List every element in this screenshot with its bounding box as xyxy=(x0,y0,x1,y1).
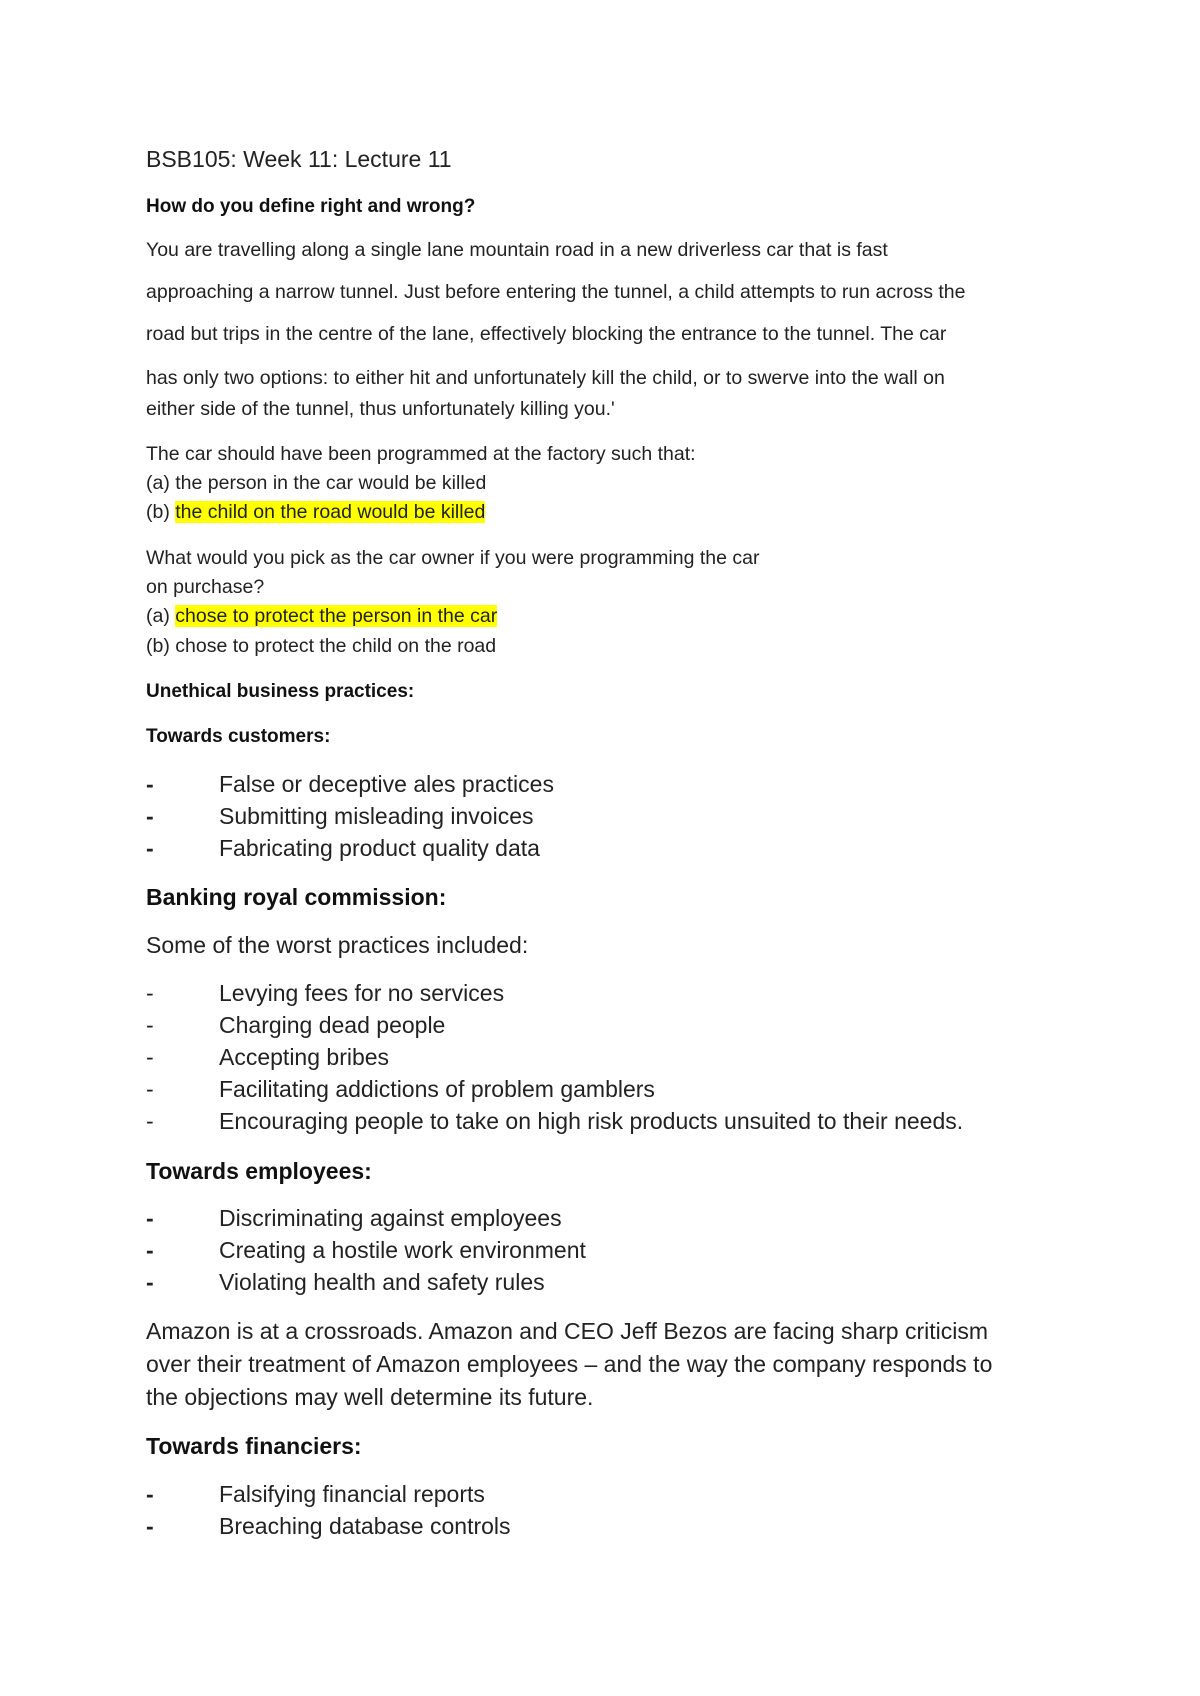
list-item-text: False or deceptive ales practices xyxy=(219,771,554,797)
bullet-dash: - xyxy=(146,803,154,829)
list-item-text: Submitting misleading invoices xyxy=(219,803,534,829)
amazon-paragraph-line: Amazon is at a crossroads. Amazon and CEO Jeff Bezos are facing sharp criticism xyxy=(146,1318,988,1344)
factory-option-b xyxy=(146,501,485,524)
document-title: BSB105: Week 11: Lecture 11 xyxy=(146,146,452,172)
bullet-dash: - xyxy=(146,1237,154,1263)
list-item-text: Charging dead people xyxy=(219,1012,446,1038)
list-item-text: Creating a hostile work environment xyxy=(219,1237,586,1263)
banking-heading: Banking royal commission: xyxy=(146,884,447,910)
factory-intro: The car should have been programmed at the factory such that: xyxy=(146,443,696,465)
list-item-text: Discriminating against employees xyxy=(219,1205,562,1231)
list-item-text: Violating health and safety rules xyxy=(219,1269,545,1295)
bullet-dash: - xyxy=(146,1269,154,1295)
customers-heading: Towards customers: xyxy=(146,726,331,747)
question-heading: How do you define right and wrong? xyxy=(146,196,476,217)
bullet-dash: - xyxy=(146,1108,154,1134)
scenario-line: You are travelling along a single lane mountain road in a new driverless car that is fast xyxy=(146,239,888,261)
owner-question-cont: on purchase? xyxy=(146,576,265,598)
option-prefix: (a) xyxy=(146,605,176,627)
highlighted-answer: the child on the road would be killed xyxy=(175,501,486,523)
list-item-text: Levying fees for no services xyxy=(219,980,505,1006)
highlighted-answer: chose to protect the person in the car xyxy=(175,605,498,627)
list-item-text: Accepting bribes xyxy=(219,1044,390,1070)
list-item-text: Falsifying financial reports xyxy=(219,1481,485,1507)
owner-question: What would you pick as the car owner if you were programming the car xyxy=(146,547,760,569)
unethical-heading: Unethical business practices: xyxy=(146,681,415,702)
employees-heading: Towards employees: xyxy=(146,1158,372,1184)
bullet-dash: - xyxy=(146,771,154,797)
bullet-dash: - xyxy=(146,1076,154,1102)
bullet-dash: - xyxy=(146,1205,154,1231)
option-prefix: (b) xyxy=(146,501,176,523)
scenario-line: road but trips in the centre of the lane, effectively blocking the entrance to the tunnel. The car xyxy=(146,323,947,345)
bullet-dash: - xyxy=(146,1481,154,1507)
list-item-text: Facilitating addictions of problem gamblers xyxy=(219,1076,655,1102)
scenario-line: approaching a narrow tunnel. Just before entering the tunnel, a child attempts to run across the xyxy=(146,281,966,303)
bullet-dash: - xyxy=(146,835,154,861)
factory-option-a: (a) the person in the car would be killed xyxy=(146,472,487,494)
financiers-heading: Towards financiers: xyxy=(146,1433,362,1459)
amazon-paragraph-line: over their treatment of Amazon employees – and the way the company responds to xyxy=(146,1351,993,1377)
owner-option-a xyxy=(146,605,497,628)
scenario-line: has only two options: to either hit and unfortunately kill the child, or to swerve into the wall on xyxy=(146,367,945,389)
bullet-dash: - xyxy=(146,980,154,1006)
scenario-line: either side of the tunnel, thus unfortunately killing you.' xyxy=(146,398,615,420)
list-item-text: Fabricating product quality data xyxy=(219,835,540,861)
bullet-dash: - xyxy=(146,1012,154,1038)
list-item-text: Breaching database controls xyxy=(219,1513,511,1539)
owner-option-b: (b) chose to protect the child on the road xyxy=(146,635,497,657)
bullet-dash: - xyxy=(146,1513,154,1539)
amazon-paragraph-line: the objections may well determine its future. xyxy=(146,1384,594,1410)
banking-intro: Some of the worst practices included: xyxy=(146,932,529,958)
list-item-text: Encouraging people to take on high risk products unsuited to their needs. xyxy=(219,1108,964,1134)
bullet-dash: - xyxy=(146,1044,154,1070)
